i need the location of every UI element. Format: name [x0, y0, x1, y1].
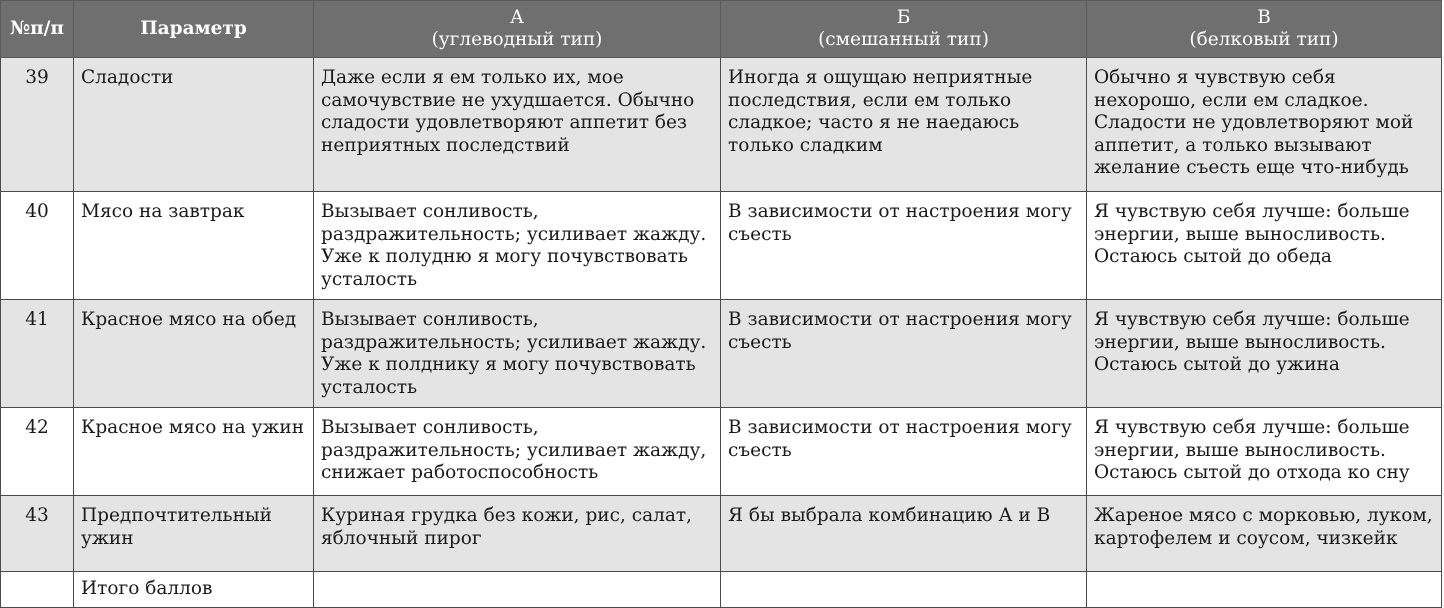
table-row	[1, 58, 1442, 192]
row-number: 42	[1, 408, 74, 496]
table-row	[1, 192, 1442, 300]
answer-c: Я чувствую себя лучше: больше энергии, выше выносливость. Остаюсь сытой до отхода ко сну	[1087, 408, 1442, 496]
header-parameter: Параметр	[74, 1, 314, 58]
header-type-a-label: (углеводный тип)	[431, 29, 603, 50]
row-parameter: Мясо на завтрак	[74, 192, 314, 300]
answer-b: В зависимости от настроения могу съесть	[721, 300, 1087, 408]
answer-a: Даже если я ем только их, мое самочувствие не ухудшается. Обычно сладости удовлетворяют аппетит без неприятных последствий	[314, 58, 721, 192]
header-number: №п/п	[1, 1, 74, 58]
table-header	[1, 1, 1442, 58]
answer-c: Обычно я чувствую себя нехорошо, если ем сладкое. Сладости не удовлетворяют мой аппетит, а только вызывают желание съесть еще что-нибудь	[1087, 58, 1442, 192]
header-type-c	[1087, 1, 1442, 58]
header-type-a	[314, 1, 721, 58]
header-row	[1, 1, 1442, 58]
answer-b: В зависимости от настроения могу съесть	[721, 192, 1087, 300]
header-type-b	[721, 1, 1087, 58]
total-score-a[interactable]	[314, 572, 721, 608]
answer-a: Вызывает сонливость, раздражительность; усиливает жажду. Уже к полднику я могу почувствовать усталость	[314, 300, 721, 408]
answer-c: Я чувствую себя лучше: больше энергии, выше выносливость. Остаюсь сытой до обеда	[1087, 192, 1442, 300]
answer-c: Жареное мясо с морковью, луком, картофелем и соусом, чизкейк	[1087, 496, 1442, 572]
row-number: 41	[1, 300, 74, 408]
answer-a: Вызывает сонливость, раздражительность; усиливает жажду. Уже к полудню я могу почувствовать усталость	[314, 192, 721, 300]
total-label: Итого баллов	[74, 572, 314, 608]
header-type-b-letter: Б	[896, 7, 911, 28]
row-parameter: Сладости	[74, 58, 314, 192]
row-parameter: Предпочтительный ужин	[74, 496, 314, 572]
row-number: 43	[1, 496, 74, 572]
table-body	[1, 58, 1442, 608]
total-score-b[interactable]	[721, 572, 1087, 608]
header-type-c-letter: В	[1257, 7, 1271, 28]
row-number: 40	[1, 192, 74, 300]
row-number: 39	[1, 58, 74, 192]
table-row	[1, 408, 1442, 496]
total-score-c[interactable]	[1087, 572, 1442, 608]
answer-a: Вызывает сонливость, раздражительность; усиливает жажду, снижает работоспособность	[314, 408, 721, 496]
answer-c: Я чувствую себя лучше: больше энергии, выше выносливость. Остаюсь сытой до ужина	[1087, 300, 1442, 408]
header-type-a-letter: А	[509, 7, 524, 28]
row-parameter: Красное мясо на ужин	[74, 408, 314, 496]
table-row	[1, 496, 1442, 572]
answer-b: Я бы выбрала комбинацию А и В	[721, 496, 1087, 572]
total-row	[1, 572, 1442, 608]
header-type-c-label: (белковый тип)	[1189, 29, 1339, 50]
row-parameter: Красное мясо на обед	[74, 300, 314, 408]
header-type-b-label: (смешанный тип)	[818, 29, 989, 50]
answer-b: В зависимости от настроения могу съесть	[721, 408, 1087, 496]
table-row	[1, 300, 1442, 408]
answer-b: Иногда я ощущаю неприятные последствия, если ем только сладкое; часто я не наедаюсь только сладким	[721, 58, 1087, 192]
total-number-cell	[1, 572, 74, 608]
answer-a: Куриная грудка без кожи, рис, салат, яблочный пирог	[314, 496, 721, 572]
